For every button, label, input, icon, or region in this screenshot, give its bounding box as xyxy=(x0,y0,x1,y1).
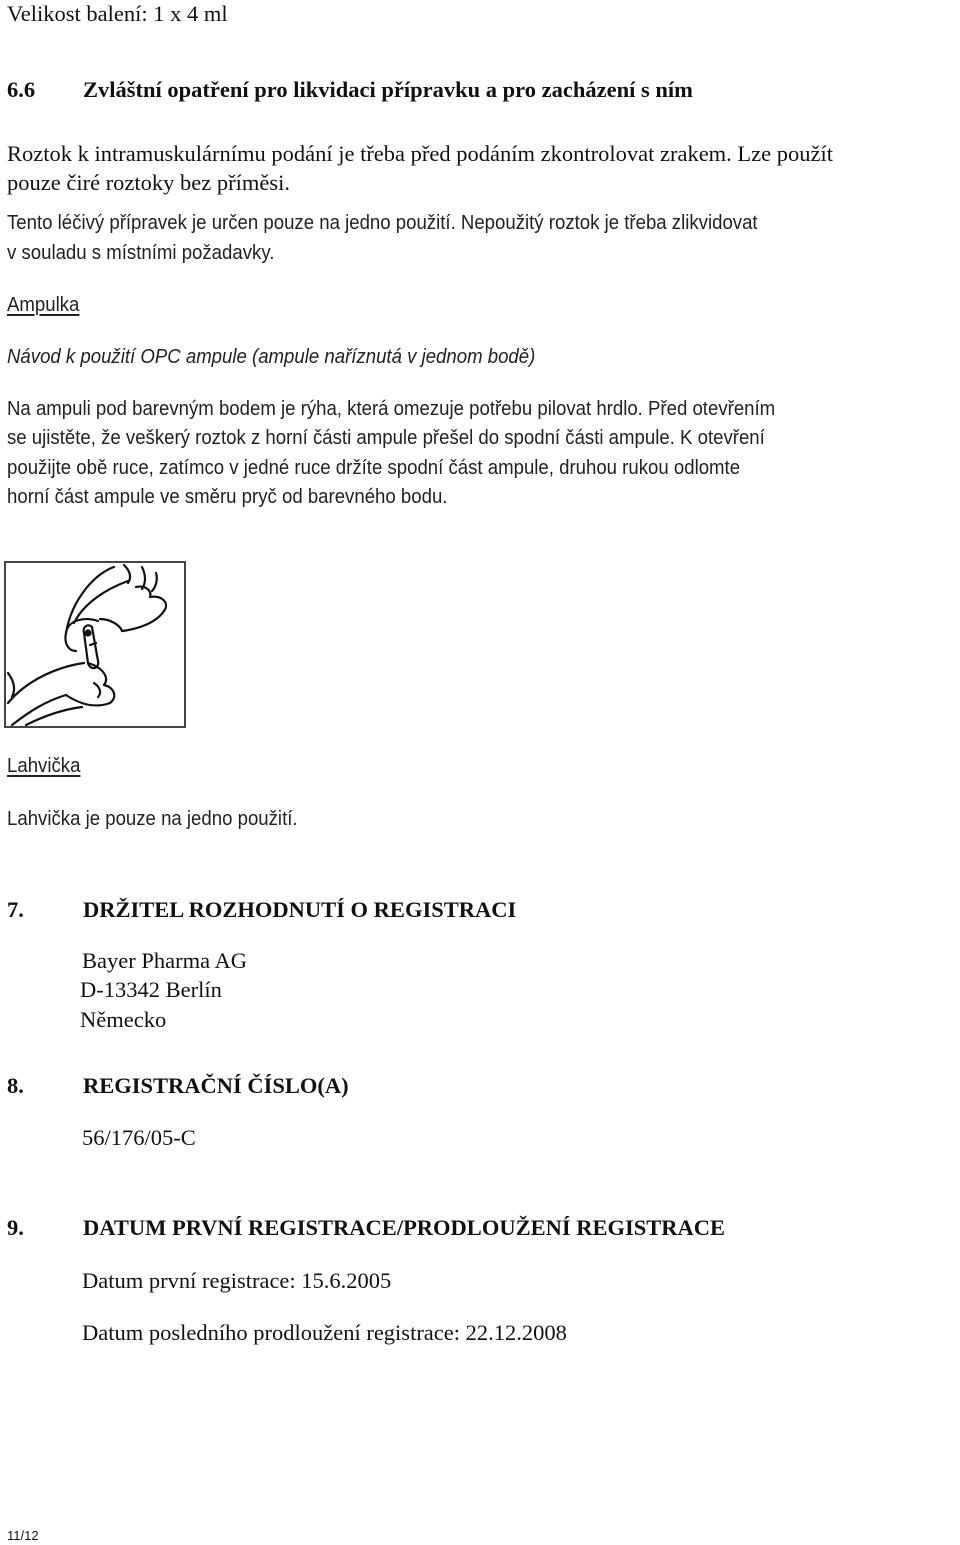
page-number: 11/12 xyxy=(7,1528,39,1543)
ampule-text-line: horní část ampule ve směru pryč od barevného bodu. xyxy=(7,486,448,508)
ampule-heading: Ampulka xyxy=(7,294,80,316)
ampule-text-line: se ujistěte, že veškerý roztok z horní části ampule přešel do spodní části ampule. K otevření xyxy=(7,427,765,449)
section-8-title: REGISTRAČNÍ ČÍSLO(A) xyxy=(83,1073,349,1098)
holder-name: Bayer Pharma AG xyxy=(82,948,247,973)
paragraph-line: Roztok k intramuskulárnímu podání je třeba před podáním zkontrolovat zrakem. Lze použít xyxy=(7,141,834,166)
section-9-title: DATUM PRVNÍ REGISTRACE/PRODLOUŽENÍ REGISTRACE xyxy=(83,1215,725,1240)
section-6-6-number: 6.6 xyxy=(7,77,36,102)
section-9-number: 9. xyxy=(7,1215,24,1240)
section-8-number: 8. xyxy=(7,1073,24,1098)
first-registration-date: Datum první registrace: 15.6.2005 xyxy=(82,1268,392,1293)
vial-text: Lahvička je pouze na jedno použití. xyxy=(7,808,298,830)
ampule-opening-illustration xyxy=(4,561,186,728)
ampule-instructions-title: Návod k použití OPC ampule (ampule naříznutá v jednom bodě) xyxy=(7,346,536,368)
section-6-6-title: Zvláštní opatření pro likvidaci přípravku a pro zacházení s ním xyxy=(83,77,693,102)
holder-city: D-13342 Berlín xyxy=(80,977,222,1002)
ampule-text-line: použijte obě ruce, zatímco v jedné ruce držíte spodní část ampule, druhou rukou odlomte xyxy=(7,457,741,479)
holder-country: Německo xyxy=(80,1007,167,1032)
paragraph-line: v souladu s místními požadavky. xyxy=(7,242,275,264)
paragraph-line: pouze čiré roztoky bez příměsi. xyxy=(7,170,291,195)
vial-heading: Lahvička xyxy=(7,755,81,777)
ampule-text-line: Na ampuli pod barevným bodem je rýha, která omezuje potřebu pilovat hrdlo. Před otevřením xyxy=(7,398,776,420)
section-7-title: DRŽITEL ROZHODNUTÍ O REGISTRACI xyxy=(83,897,517,922)
paragraph-line: Tento léčivý přípravek je určen pouze na jedno použití. Nepoužitý roztok je třeba zlikvidovat xyxy=(7,212,758,234)
pack-size: Velikost balení: 1 x 4 ml xyxy=(7,1,228,26)
section-7-number: 7. xyxy=(7,897,24,922)
registration-number: 56/176/05-C xyxy=(82,1125,196,1150)
last-renewal-date: Datum posledního prodloužení registrace: 22.12.2008 xyxy=(82,1320,567,1345)
